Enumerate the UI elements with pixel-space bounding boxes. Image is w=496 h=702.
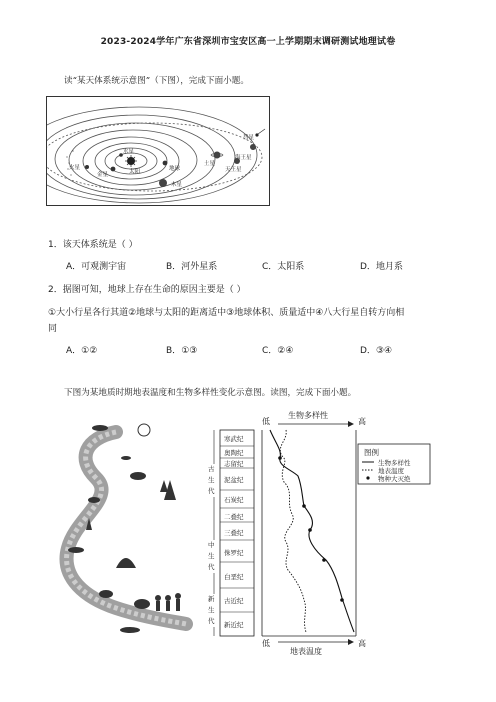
page-title: 2023-2024学年广东省深圳市宝安区高一上学期期末调研测试地理试卷 xyxy=(100,37,396,47)
jupiter-icon xyxy=(159,179,167,187)
mars-icon xyxy=(85,165,89,169)
q2-option-d[interactable]: D．③④ xyxy=(360,346,393,356)
legend-temperature: 地表温度 xyxy=(378,467,404,475)
label-neptune: 海王星 xyxy=(235,155,252,161)
intro-text-1: 读“某天体系统示意图”（下图），完成下面小题。 xyxy=(64,76,249,86)
label-mars: 火星 xyxy=(69,165,81,171)
q1-option-b[interactable]: B．河外星系 xyxy=(166,262,218,272)
q1-option-a[interactable]: A．可观测宇宙 xyxy=(66,262,127,272)
top-axis-label: 生物多样性 xyxy=(288,411,328,420)
label-sun: 太阳 xyxy=(129,169,141,175)
bottom-axis-low: 低 xyxy=(262,639,270,648)
q2-option-b[interactable]: B．①③ xyxy=(166,346,198,356)
label-mercury: 水星 xyxy=(123,149,135,155)
solar-system-diagram xyxy=(47,97,269,205)
solar-system-figure xyxy=(46,96,270,206)
label-saturn: 土星 xyxy=(204,161,216,167)
top-axis-low: 低 xyxy=(262,417,270,426)
era-cenozoic: 新 生 代 xyxy=(208,595,215,625)
top-axis-high: 高 xyxy=(358,417,366,426)
geologic-chart xyxy=(206,410,462,654)
label-uranus: 天王星 xyxy=(225,167,242,173)
venus-icon xyxy=(111,167,116,172)
period-label: 奥陶纪 xyxy=(224,449,244,457)
legend-title: 图例 xyxy=(364,448,379,457)
q1-option-d[interactable]: D．地月系 xyxy=(360,262,403,272)
period-label: 白垩纪 xyxy=(224,573,244,581)
label-earth: 地球 xyxy=(169,166,181,172)
intro-text-2: 下图为某地质时期地表温度和生物多样性变化示意图。读图，完成下面小题。 xyxy=(64,388,357,398)
period-label: 泥盆纪 xyxy=(224,476,244,484)
earth-icon xyxy=(163,161,168,166)
era-paleozoic: 古 生 代 xyxy=(208,465,215,495)
q2-body-line1: ①大小行星各行其道②地球与太阳的距离适中③地球体积、质量适中④八大行星自转方向相 xyxy=(48,308,405,318)
neptune-icon xyxy=(250,144,256,150)
q1-stem: 1．该天体系统是（ ） xyxy=(48,240,138,250)
evolution-illustration xyxy=(46,418,196,642)
period-label: 二叠纪 xyxy=(224,513,244,521)
period-label: 寒武纪 xyxy=(224,435,244,443)
period-label: 石炭纪 xyxy=(224,496,244,504)
label-comet: 彗星 xyxy=(243,135,255,141)
period-label: 侏罗纪 xyxy=(224,549,244,557)
q2-option-a[interactable]: A．①② xyxy=(66,346,98,356)
bottom-axis-high: 高 xyxy=(358,639,366,648)
period-label: 三叠纪 xyxy=(224,529,244,537)
q2-body-line2: 同 xyxy=(48,324,58,334)
q2-option-c[interactable]: C．②④ xyxy=(262,346,294,356)
period-label: 新近纪 xyxy=(224,621,244,629)
saturn-icon xyxy=(214,152,221,159)
q1-option-c[interactable]: C．太阳系 xyxy=(262,262,305,272)
legend-biodiversity: 生物多样性 xyxy=(378,459,411,467)
period-label: 古近纪 xyxy=(224,597,244,605)
label-venus: 金星 xyxy=(97,172,109,178)
bottom-axis-label: 地表温度 xyxy=(290,647,322,656)
period-label: 志留纪 xyxy=(224,460,244,468)
era-mesozoic: 中 生 代 xyxy=(208,541,215,571)
legend-extinction: 物种大灭绝 xyxy=(378,475,411,483)
label-jupiter: 木星 xyxy=(171,182,183,188)
q2-stem: 2．据图可知，地球上存在生命的原因主要是（ ） xyxy=(48,285,246,295)
